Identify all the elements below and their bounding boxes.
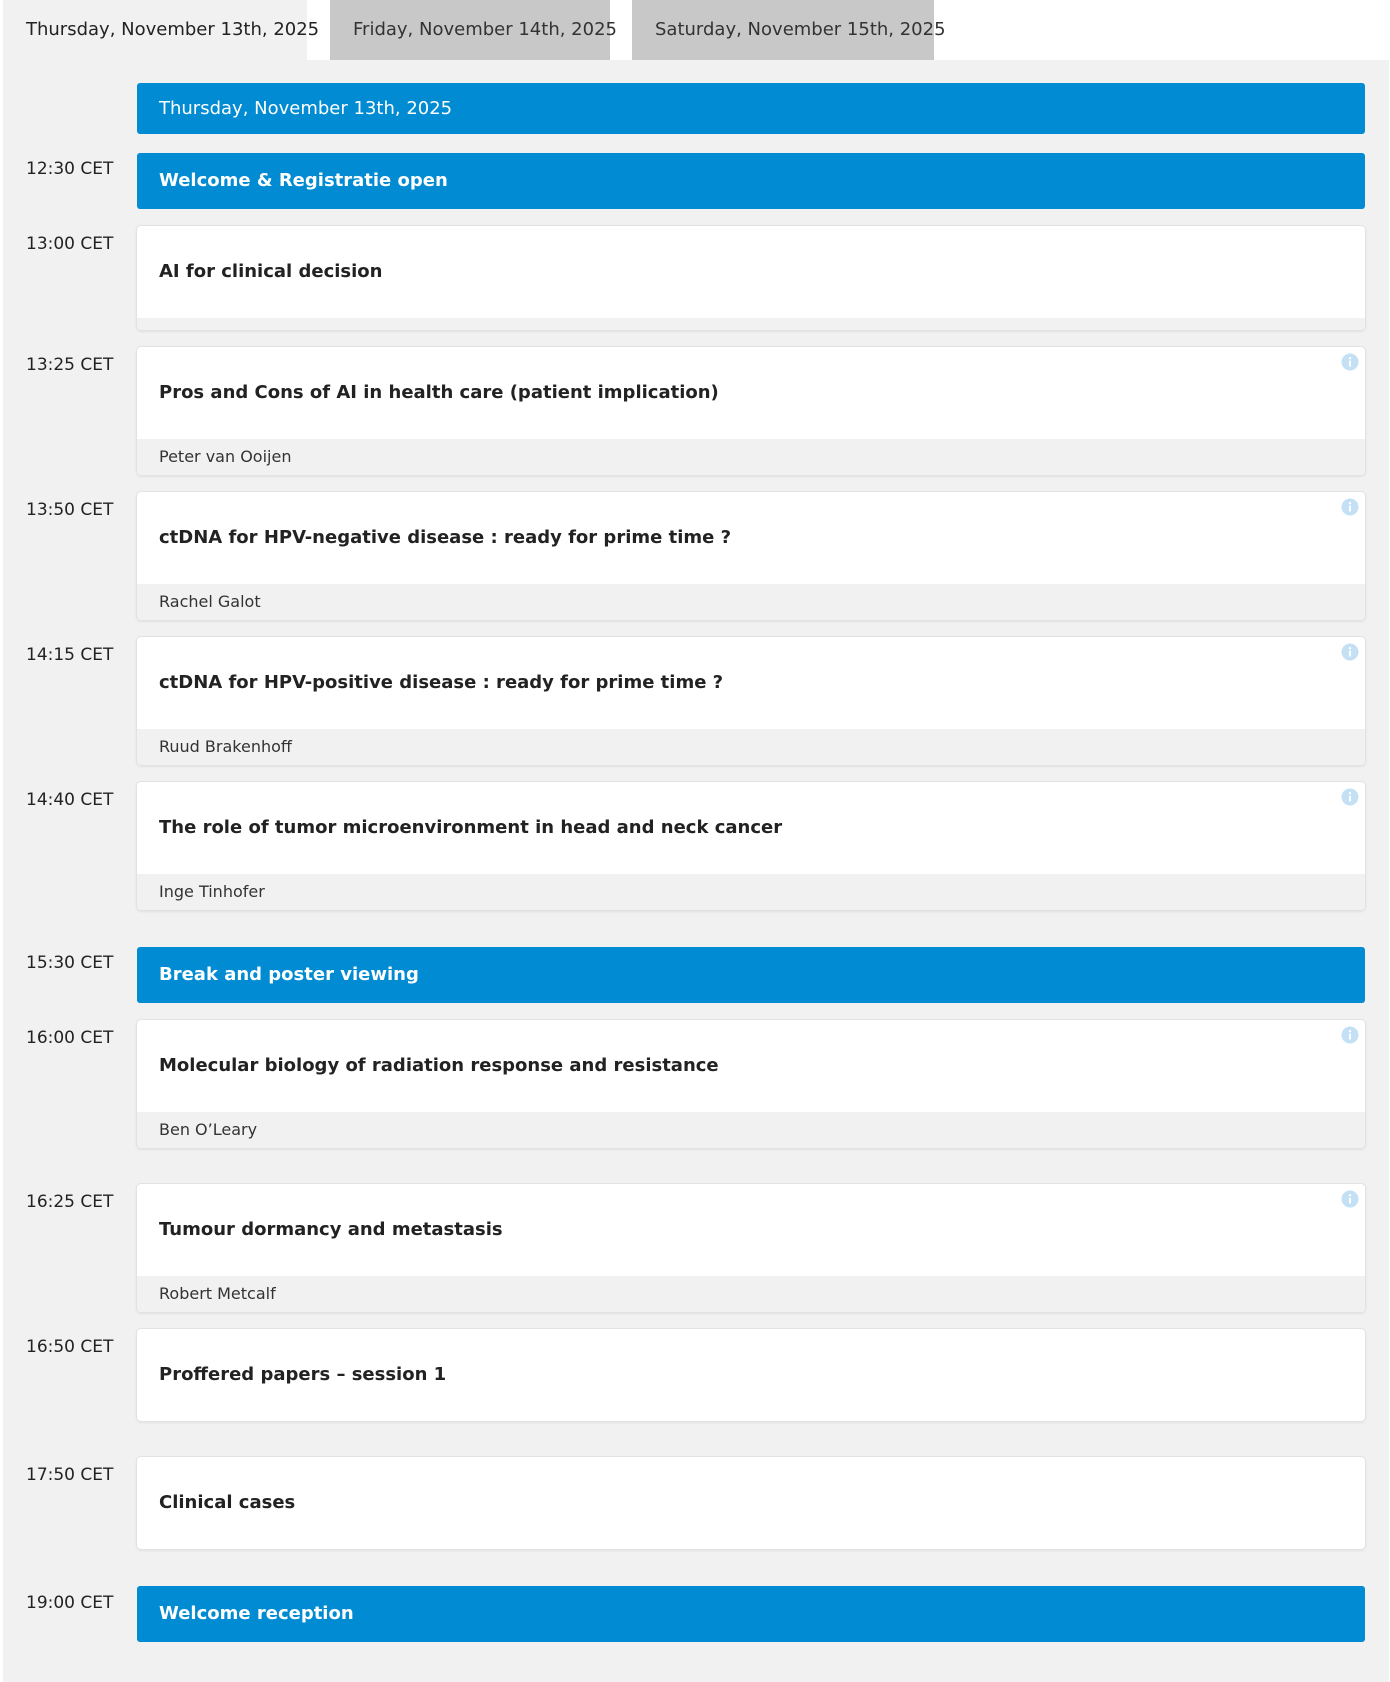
session-footer: [137, 318, 1365, 330]
break-bar-welcome-reception: Welcome reception: [137, 1586, 1365, 1642]
time-label: 16:50 CET: [26, 1337, 114, 1357]
day-header: Thursday, November 13th, 2025: [137, 83, 1365, 134]
info-icon[interactable]: [1341, 1026, 1359, 1044]
time-label: 12:30 CET: [26, 159, 114, 179]
time-label: 13:50 CET: [26, 500, 114, 520]
session-card[interactable]: [137, 1329, 1365, 1421]
speaker-name: Inge Tinhofer: [137, 874, 1365, 910]
time-label: 13:00 CET: [26, 234, 114, 254]
talk-title: ctDNA for HPV-negative disease : ready for prime time ?: [159, 527, 732, 548]
session-card[interactable]: [137, 226, 1365, 330]
info-icon[interactable]: [1341, 1190, 1359, 1208]
session-title: AI for clinical decision: [159, 261, 383, 282]
session-title: Proffered papers – session 1: [159, 1364, 447, 1385]
talk-title: The role of tumor microenvironment in head and neck cancer: [159, 817, 783, 838]
time-label: 17:50 CET: [26, 1465, 114, 1485]
talk-card[interactable]: [137, 637, 1365, 765]
break-bar-welcome-registration: Welcome & Registratie open: [137, 153, 1365, 209]
time-label: 19:00 CET: [26, 1593, 114, 1613]
talk-title: Tumour dormancy and metastasis: [159, 1219, 503, 1240]
tab-friday[interactable]: Friday, November 14th, 2025: [330, 0, 610, 60]
time-label: 13:25 CET: [26, 355, 114, 375]
talk-card[interactable]: [137, 1020, 1365, 1148]
speaker-name: Peter van Ooijen: [137, 439, 1365, 475]
talk-card[interactable]: [137, 492, 1365, 620]
talk-card[interactable]: [137, 1184, 1365, 1312]
day-tabs: [0, 0, 1390, 60]
talk-title: ctDNA for HPV-positive disease : ready for prime time ?: [159, 672, 724, 693]
info-icon[interactable]: [1341, 643, 1359, 661]
speaker-name: Rachel Galot: [137, 584, 1365, 620]
session-title: Clinical cases: [159, 1492, 296, 1513]
session-card[interactable]: [137, 1457, 1365, 1549]
talk-title: Pros and Cons of AI in health care (patient implication): [159, 382, 719, 403]
info-icon[interactable]: [1341, 498, 1359, 516]
time-label: 14:15 CET: [26, 645, 114, 665]
tab-thursday[interactable]: Thursday, November 13th, 2025: [3, 0, 307, 60]
speaker-name: Ruud Brakenhoff: [137, 729, 1365, 765]
talk-card[interactable]: [137, 782, 1365, 910]
time-label: 16:25 CET: [26, 1192, 114, 1212]
break-bar-poster-viewing: Break and poster viewing: [137, 947, 1365, 1003]
speaker-name: Robert Metcalf: [137, 1276, 1365, 1312]
talk-title: Molecular biology of radiation response and resistance: [159, 1055, 719, 1076]
tab-saturday[interactable]: Saturday, November 15th, 2025: [632, 0, 934, 60]
time-label: 14:40 CET: [26, 790, 114, 810]
info-icon[interactable]: [1341, 353, 1359, 371]
time-label: 15:30 CET: [26, 953, 114, 973]
talk-card[interactable]: [137, 347, 1365, 475]
info-icon[interactable]: [1341, 788, 1359, 806]
time-label: 16:00 CET: [26, 1028, 114, 1048]
speaker-name: Ben O’Leary: [137, 1112, 1365, 1148]
